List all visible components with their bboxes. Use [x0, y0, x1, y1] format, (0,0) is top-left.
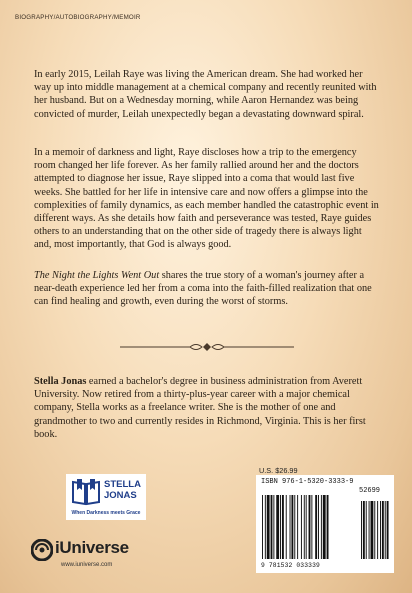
author-logo [66, 474, 146, 520]
ean-digits: 9 781532 033339 [261, 562, 320, 569]
publisher-url: www.iuniverse.com [61, 562, 113, 568]
book-title: The Night the Lights Went Out [34, 270, 160, 281]
category-label: BIOGRAPHY/AUTOBIOGRAPHY/MEMOIR [15, 14, 141, 21]
open-book-bookmark-icon [71, 478, 101, 506]
publisher-name: iUniverse [55, 538, 129, 557]
blurb-paragraph-1: In early 2015, Leilah Raye was living the American dream. She had worked her way up into middle management at a chemical company and recently reunited with her husband. But on a Wednesday morning, while Aaron Hernandez was being convicted of murder, Leilah unexpectedly began a devastating downward spiral. [34, 69, 377, 120]
blurb-paragraph-3-text: shares the true story of a woman's journey after a near-death experience led her from a coma into the faith-filled realization that one can find healing and growth, even during the worst of storms. [34, 270, 372, 308]
barcode [256, 475, 394, 573]
author-bio-text: earned a bachelor's degree in business administration from Averett University. Now retired from a thirty-plus-year career with a major chemical company, Stella works as a freelance writer. She is the mother of one and grandmother to two and currently resides in Richmond, Virginia. This is her first book. [34, 376, 366, 440]
publisher-logo [31, 539, 161, 579]
barcode-bars [260, 495, 390, 561]
isbn-text: ISBN 976-1-5320-3333-9 [261, 478, 354, 486]
ornament-divider [120, 341, 294, 353]
author-logo-line1: STELLA [104, 479, 141, 490]
iuniverse-swirl-icon [31, 539, 53, 561]
author-logo-tagline: When Darkness meets Grace [71, 510, 141, 516]
author-logo-line2: JONAS [104, 490, 137, 501]
author-bio [34, 375, 379, 441]
blurb-paragraph-2: In a memoir of darkness and light, Raye discloses how a trip to the emergency room changed her life forever. As her family rallied around her and the doctors attempted to diagnose her issue, Raye slipped into a coma that would last five weeks. She battled for her life in intensive care and now offers a glimpse into the complexities of family dynamics, as each member handled the catastrophic event in different ways. As she details how faith and perseverance was tested, Raye guides others to an understanding that on the other side of tragedy there is always light and, most importantly, that God is always good. [34, 147, 379, 251]
addon-code: 52699 [359, 487, 381, 495]
blurb-paragraph-3 [34, 269, 379, 309]
price-label: U.S. $26.99 [259, 466, 298, 475]
author-name: Stella Jonas [34, 376, 87, 387]
